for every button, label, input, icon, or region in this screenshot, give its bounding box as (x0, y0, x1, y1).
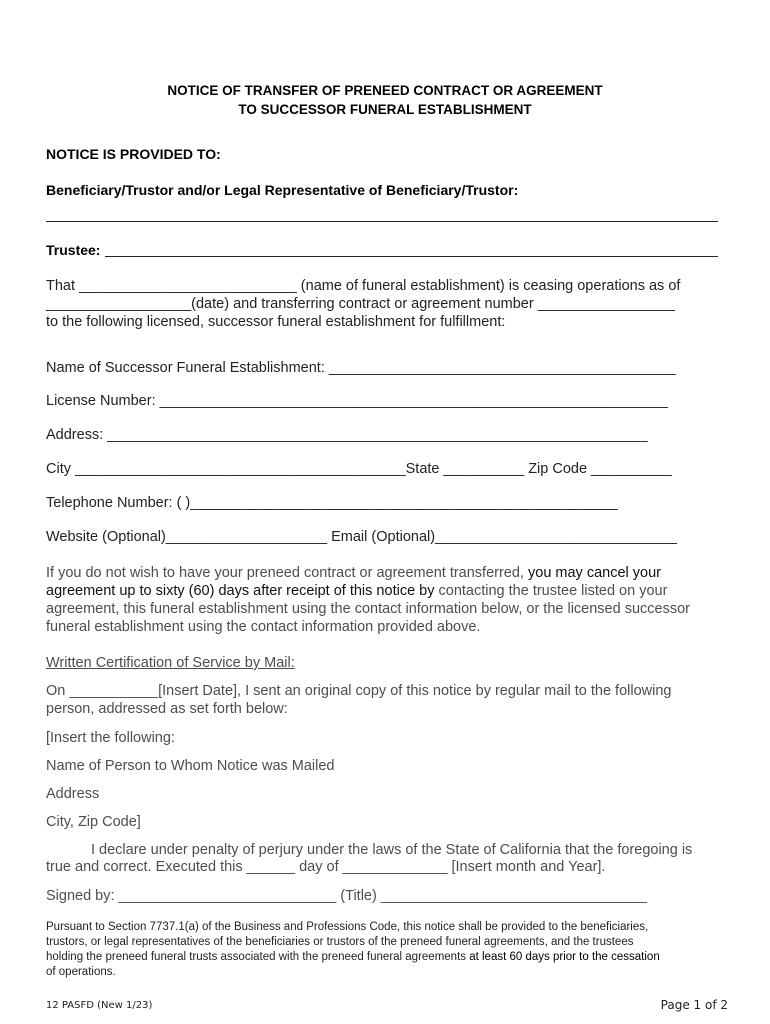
certification-on-line-1: On ___________[Insert Date], I sent an original copy of this notice by regular mail to the following (46, 683, 672, 699)
notice-provided-heading: NOTICE IS PROVIDED TO: (46, 146, 221, 162)
cancel-line-1-b: you may cancel your (528, 565, 661, 581)
license-number-field[interactable]: License Number: _______________________________________________________________ (46, 393, 668, 409)
cancel-line-2-b: contacting the trustee listed on your (438, 583, 668, 599)
form-id: 12 PASFD (New 1/23) (46, 1000, 153, 1011)
pursuant-line-3-b: at least 60 days prior to the cessation (469, 951, 660, 963)
cancel-line-1-a: If you do not wish to have your preneed contract or agreement transferred, (46, 565, 528, 581)
pursuant-line-3 (46, 952, 660, 964)
address-field[interactable]: Address: ___________________________________________________________________ (46, 427, 648, 443)
address-label: Address (46, 786, 100, 802)
transfer-line-1: That ___________________________ (name of funeral establishment) is ceasing operations as of (46, 278, 681, 294)
insert-following: [Insert the following: (46, 730, 175, 746)
trustee-label: Trustee: (46, 242, 101, 258)
cancel-line-2 (46, 584, 667, 599)
transfer-line-2: __________________(date) and transferring contract or agreement number _________________ (46, 296, 675, 312)
city-state-zip-field[interactable]: City _________________________________________State __________ Zip Code __________ (46, 461, 672, 477)
declare-line-2: true and correct. Executed this ______ day of _____________ [Insert month and Year]. (46, 859, 606, 875)
document-title-line-1: NOTICE OF TRANSFER OF PRENEED CONTRACT OR AGREEMENT (167, 83, 603, 98)
beneficiary-blank-line[interactable] (46, 221, 718, 222)
successor-name-field[interactable]: Name of Successor Funeral Establishment: ___________________________________________ (46, 360, 676, 376)
telephone-field[interactable]: Telephone Number: ( )_____________________________________________________ (46, 495, 618, 511)
pursuant-line-3-a: holding the preneed funeral trusts associated with the preneed funeral agreements (46, 951, 470, 963)
trustee-blank-line[interactable] (105, 256, 718, 257)
cancel-line-1 (46, 566, 661, 581)
website-email-field[interactable]: Website (Optional)____________________ Email (Optional)______________________________ (46, 529, 677, 545)
transfer-line-3: to the following licensed, successor funeral establishment for fulfillment: (46, 314, 506, 330)
declare-line-1: I declare under penalty of perjury under the laws of the State of California that the foregoing is (91, 842, 693, 858)
city-zip-label: City, Zip Code] (46, 814, 141, 830)
pursuant-line-2: trustors, or legal representatives of the beneficiaries or trustors of the preneed funeral agreements, and the trustees (46, 936, 634, 948)
document-title-line-2: TO SUCCESSOR FUNERAL ESTABLISHMENT (238, 102, 532, 117)
signed-by-line[interactable]: Signed by: ___________________________ (Title) _________________________________ (46, 888, 647, 904)
cancel-line-4: funeral establishment using the contact information provided above. (46, 619, 481, 635)
beneficiary-label: Beneficiary/Trustor and/or Legal Representative of Beneficiary/Trustor: (46, 182, 519, 198)
certification-on-line-2: person, addressed as set forth below: (46, 701, 288, 717)
pursuant-line-4: of operations. (46, 966, 116, 978)
cancel-line-2-a: agreement up to sixty (60) days after receipt of this notice by (46, 583, 439, 599)
cancel-line-3: agreement, this funeral establishment using the contact information below, or the licensed successor (46, 601, 690, 617)
person-name-label: Name of Person to Whom Notice was Mailed (46, 758, 335, 774)
pursuant-line-1: Pursuant to Section 7737.1(a) of the Business and Professions Code, this notice shall be provided to the beneficiaries, (46, 921, 649, 933)
page-number: Page 1 of 2 (660, 998, 728, 1012)
certification-heading: Written Certification of Service by Mail: (46, 655, 295, 671)
